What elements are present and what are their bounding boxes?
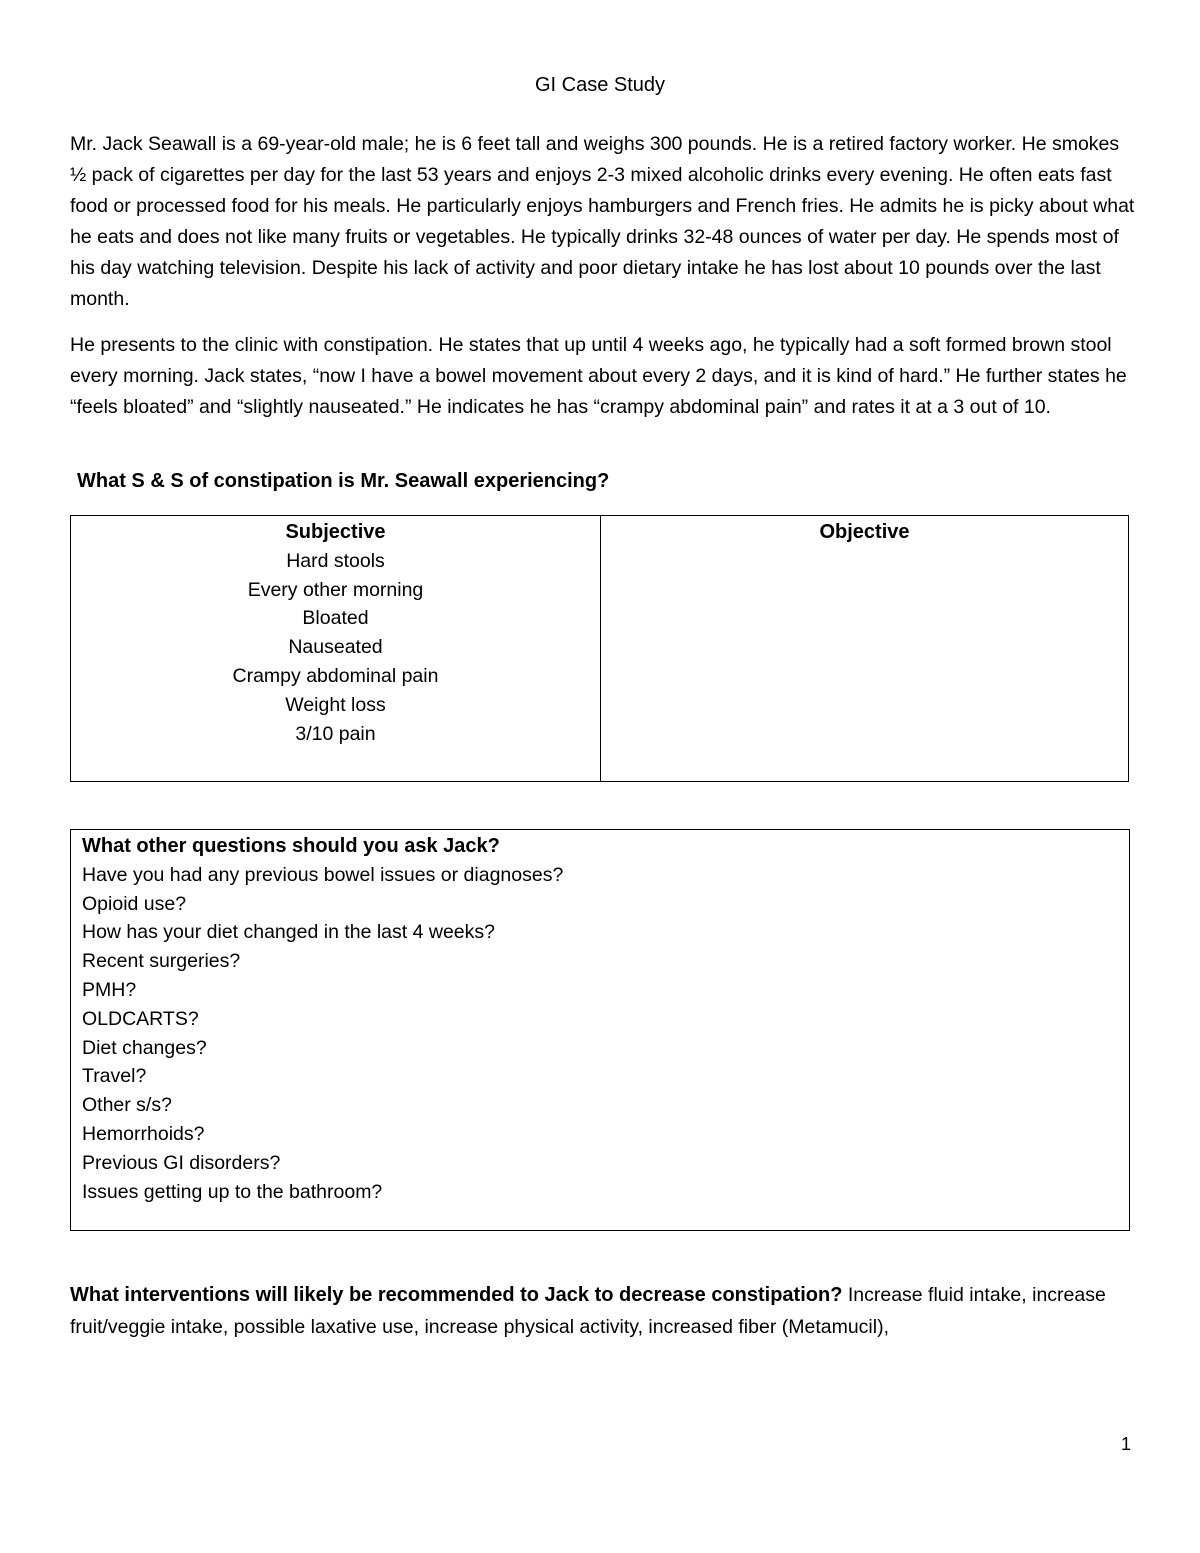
ss-question-heading: What S & S of constipation is Mr. Seawall experiencing? [77, 470, 610, 492]
question-item: Diet changes? [82, 1036, 207, 1059]
question-item: How has your diet changed in the last 4 weeks? [82, 921, 495, 944]
interventions-section [70, 1279, 1145, 1343]
objective-column [601, 516, 1128, 781]
question-item: PMH? [82, 978, 137, 1001]
question-item: Have you had any previous bowel issues or diagnoses? [82, 863, 564, 886]
document-title: GI Case Study [534, 74, 666, 96]
subjective-item: Nauseated [288, 636, 383, 659]
ss-table [70, 515, 1129, 782]
presentation-paragraph: He presents to the clinic with constipation. He states that up until 4 weeks ago, he typically had a soft formed brown stool every morning. Jack states, “now I have a bowel movement about every 2 days, and it is kind of hard.” He further states he “feels bloated” and “slightly nauseated.” He indicates he has “crampy abdominal pain” and rates it at a 3 out of 10. [70, 334, 1127, 418]
questions-header: What other questions should you ask Jack? [82, 835, 500, 857]
question-item: Travel? [82, 1065, 147, 1088]
subjective-header: Subjective [285, 521, 386, 543]
objective-header: Objective [819, 521, 910, 543]
subjective-item: 3/10 pain [295, 722, 376, 745]
interventions-question: What interventions will likely be recommended to Jack to decrease constipation? [70, 1284, 843, 1306]
page-number: 1 [1121, 1434, 1132, 1454]
question-item: Recent surgeries? [82, 950, 241, 973]
question-item: Issues getting up to the bathroom? [82, 1180, 383, 1203]
subjective-item: Bloated [302, 607, 369, 630]
question-item: Other s/s? [82, 1094, 172, 1117]
question-item: Previous GI disorders? [82, 1151, 281, 1174]
subjective-item: Hard stools [286, 549, 385, 572]
subjective-item: Crampy abdominal pain [232, 664, 439, 687]
question-item: Hemorrhoids? [82, 1122, 205, 1145]
interventions-answer: Increase fluid intake, increase fruit/veggie intake, possible laxative use, increase physical activity, increased fiber (Metamucil), [70, 1284, 1106, 1338]
questions-box [70, 829, 1130, 1231]
subjective-item: Every other morning [247, 578, 424, 601]
subjective-column [71, 516, 601, 781]
question-item: Opioid use? [82, 892, 187, 915]
subjective-item: Weight loss [285, 693, 386, 716]
intro-paragraph: Mr. Jack Seawall is a 69-year-old male; he is 6 feet tall and weighs 300 pounds. He is a retired factory worker. He smokes ½ pack of cigarettes per day for the last 53 years and enjoys 2-3 mixed alcoholic drinks every evening. He often eats fast food or processed food for his meals. He particularly enjoys hamburgers and French fries. He admits he is picky about what he eats and does not like many fruits or vegetables. He typically drinks 32-48 ounces of water per day. He spends most of his day watching television. Despite his lack of activity and poor dietary intake he has lost about 10 pounds over the last month. [70, 133, 1135, 310]
question-item: OLDCARTS? [82, 1007, 199, 1030]
